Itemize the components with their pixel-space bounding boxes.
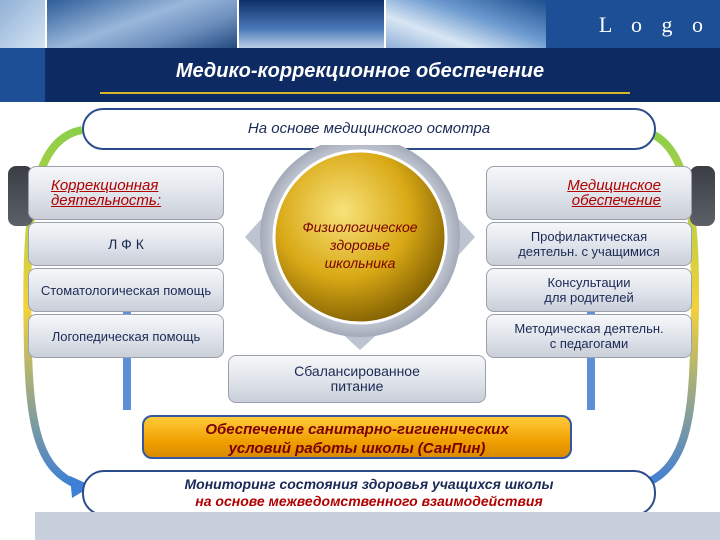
center-circle-line2: здоровье <box>330 237 390 253</box>
header-photo-4 <box>386 0 546 48</box>
nutrition-line1: Сбалансированное <box>294 363 420 379</box>
center-circle-line1: Физиологическое <box>302 219 418 235</box>
header-photo-1 <box>0 0 47 48</box>
header-photo-3 <box>239 0 386 48</box>
logo: L o g o <box>598 12 710 37</box>
footer-band <box>35 512 720 540</box>
right-item-prevention-l1: Профилактическая <box>530 229 648 244</box>
bottom-pill <box>82 470 656 516</box>
right-item-method-l2: с педагогами <box>549 336 629 351</box>
header-photo-2 <box>47 0 239 48</box>
page-title: Медико-коррекционное обеспечение <box>175 60 545 82</box>
center-circle-text <box>280 218 440 272</box>
right-header-line2: обеспечение <box>571 192 661 209</box>
left-item-lfk: Л Ф К <box>28 222 224 266</box>
top-pill: На основе медицинского осмотра <box>82 108 656 150</box>
title-underline <box>100 92 630 94</box>
sanpin-line2: условий работы школы (СанПин) <box>228 440 486 457</box>
right-item-prevention <box>486 222 692 266</box>
right-stack-shadow <box>690 166 715 226</box>
right-item-consult-l1: Консультации <box>547 275 631 290</box>
left-header-box <box>28 166 224 220</box>
right-header-line1: Медицинское <box>567 177 661 194</box>
right-item-method <box>486 314 692 358</box>
left-header-line2: деятельность: <box>51 192 161 209</box>
center-circle-line3: школьника <box>324 255 396 271</box>
left-item-dental: Стоматологическая помощь <box>28 268 224 312</box>
nutrition-box <box>228 355 486 403</box>
right-item-consult <box>486 268 692 312</box>
left-item-speech: Логопедическая помощь <box>28 314 224 358</box>
bottom-pill-line1: Мониторинг состояния здоровья учащихся школы <box>184 476 554 492</box>
right-item-prevention-l2: деятельн. с учащимися <box>518 244 660 259</box>
bottom-pill-line2: на основе межведомственного взаимодействия <box>195 493 543 509</box>
right-header-box <box>486 166 692 220</box>
right-item-consult-l2: для родителей <box>544 290 634 305</box>
nutrition-line2: питание <box>330 378 384 394</box>
sanpin-text <box>142 420 572 458</box>
left-header-line1: Коррекционная <box>51 177 159 194</box>
sanpin-line1: Обеспечение санитарно-гигиенических <box>205 421 509 438</box>
right-item-method-l1: Методическая деятельн. <box>514 321 664 336</box>
